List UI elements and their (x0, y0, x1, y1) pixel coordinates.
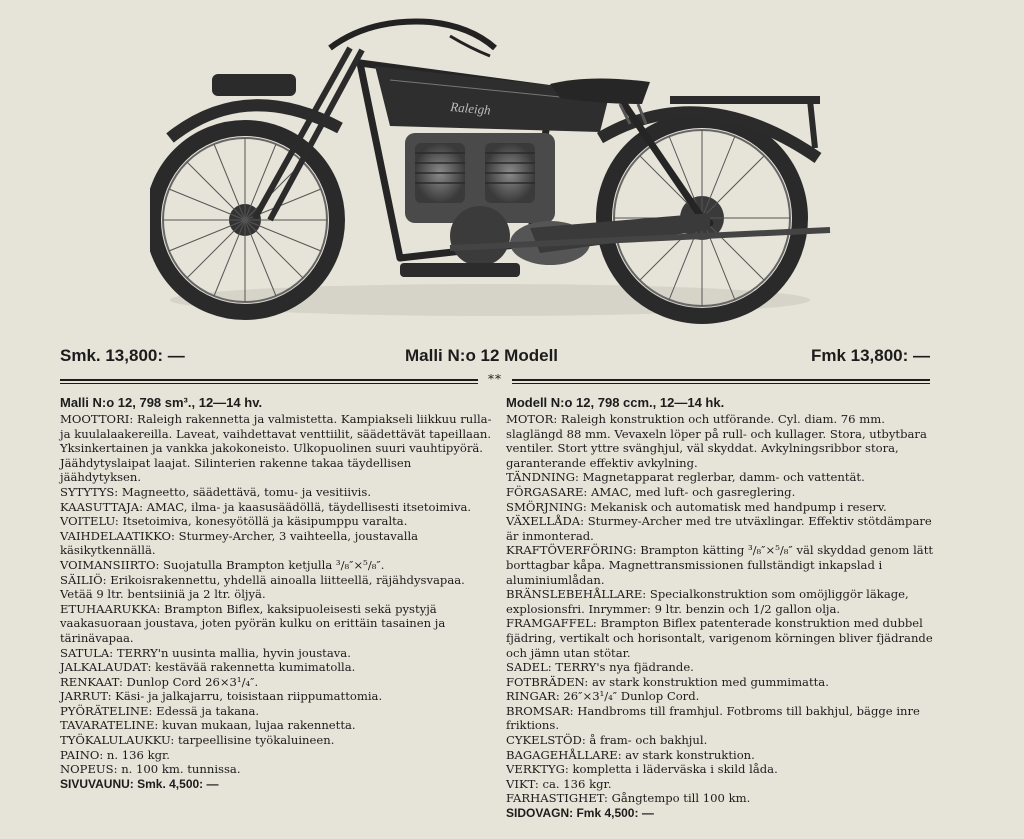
spec-item: TYÖKALULAUKKU: tarpeellisine työkaluineen. (60, 733, 335, 748)
sidecar-price: SIDOVAGN: Fmk 4,500: — (506, 806, 654, 821)
spec-item: FOTBRÄDEN: av stark konstruktion med gummimatta. (506, 674, 829, 689)
finnish-heading: Malli N:o 12, 798 sm³., 12—14 hv. (60, 395, 263, 410)
spec-item: MOTOR: Raleigh konstruktion och utförande. Cyl. diam. 76 mm. slaglängd 88 mm. Vevaxeln löper på rull- och kullager. Stora, utbytbara ventiler. Stort yttre svänghjul, väl skyddat. Avkylningsribbor stora, garanterande effektiv avkylning. (506, 412, 927, 470)
spec-item: KRAFTÖVERFÖRING: Brampton kätting ³/₈″×⁵/₈″ väl skyddad genom lätt borttagbar kåpa. Magnettransmissionen fullständigt inkapslad i aluminiumlådan. (506, 543, 934, 587)
spec-item: BRÄNSLEBEHÅLLARE: Specialkonstruktion som omöjliggör läkage, explosionsfri. Inrymmer: 9 ltr. benzin och 1/2 gallon olja. (506, 587, 909, 616)
spec-item: MOOTTORI: Raleigh rakennetta ja valmistetta. Kampiakseli liikkuu rulla- ja kuulalaakereilla. Laveat, vaihdettavat venttiilit, säädettävät tapeillaan. Yksinkertainen ja vankka jakokoneisto. Ulkopuolinen suuri vauhtipyörä. Jäähdytyslaipat laajat. Silinterien rakenne takaa täydellisen jäähdytyksen. (60, 412, 492, 485)
spec-item: KAASUTTAJA: AMAC, ilma- ja kaasusäädöllä, täydellisesti itsetoimiva. (60, 499, 472, 514)
spec-item: VOIMANSIIRTO: Suojatulla Brampton ketjulla ³/₈″×⁵/₈″. (60, 557, 385, 572)
spec-item: BAGAGEHÅLLARE: av stark konstruktion. (506, 747, 755, 762)
spec-item: CYKELSTÖD: å fram- och bakhjul. (506, 733, 708, 748)
swedish-specifications (506, 394, 940, 821)
front-wheel (153, 128, 337, 312)
price-smk: Smk. 13,800: — (60, 346, 185, 365)
spec-item: SADEL: TERRY's nya fjädrande. (506, 660, 694, 675)
spec-item: VOITELU: Itsetoimiva, konesyötöllä ja käsipumppu varalta. (60, 514, 408, 529)
spec-item: NOPEUS: n. 100 km. tunnissa. (60, 762, 241, 777)
spec-item: SÄILIÖ: Erikoisrakennettu, yhdellä ainoalla liitteellä, räjähdysvapaa. Vetää 9 ltr. bentsiiniä ja 2 ltr. öljyä. (60, 572, 465, 602)
spec-item: BROMSAR: Handbroms till framhjul. Fotbroms till bakhjul, bägge inre friktions. (506, 703, 920, 733)
spec-item: FRAMGAFFEL: Brampton Biflex patenterade konstruktion med dubbel fjädring, vertikalt och horisontalt, varigenom körningen bliver fjädrande och jämn utan stötar. (506, 616, 933, 660)
double-rule-divider (60, 372, 930, 386)
spec-item: JARRUT: Käsi- ja jalkajarru, toisistaan riippumattomia. (60, 689, 383, 704)
motorcycle-photo (150, 8, 850, 330)
spec-item: TAVARATELINE: kuvan mukaan, lujaa rakennetta. (60, 718, 356, 733)
sidecar-price: SIVUVAUNU: Smk. 4,500: — (60, 776, 219, 791)
spec-item: RENKAAT: Dunlop Cord 26×3¹/₄″. (60, 674, 259, 689)
price-row (60, 346, 930, 368)
spec-item: SMÖRJNING: Mekanisk och automatisk med handpump i reserv. (506, 499, 887, 514)
spec-item: VAIHDELAATIKKO: Sturmey-Archer, 3 vaihteella, joustavalla käsikytkennällä. (60, 528, 419, 558)
tank-logo: Raleigh (449, 99, 492, 118)
model-title: Malli N:o 12 Modell (405, 346, 559, 365)
spec-item: FARHASTIGHET: Gångtempo till 100 km. (506, 791, 751, 806)
spec-item: PYÖRÄTELINE: Edessä ja takana. (60, 703, 260, 718)
spec-item: ETUHAARUKKA: Brampton Biflex, kaksipuoleisesti sekä pystyjä vaakasuoraan joustava, joten pyörän kulku on erittäin tasainen ja tärinävapaa. (60, 601, 446, 645)
divider-ornament: ** (478, 372, 512, 386)
spec-item: FÖRGASARE: AMAC, med luft- och gasreglering. (506, 484, 796, 499)
spec-item: VIKT: ca. 136 kgr. (506, 776, 612, 791)
spec-item: PAINO: n. 136 kgr. (60, 747, 170, 762)
price-fmk: Fmk 13,800: — (810, 346, 930, 365)
spec-item: TÄNDNING: Magnetapparat reglerbar, damm- och vattentät. (506, 470, 865, 485)
spec-item: SATULA: TERRY'n uusinta mallia, hyvin joustava. (60, 645, 351, 660)
finnish-specifications (60, 394, 492, 791)
swedish-heading: Modell N:o 12, 798 ccm., 12—14 hk. (506, 395, 725, 410)
spec-item: JALKALAUDAT: kestävää rakennetta kumimatolla. (60, 660, 356, 675)
spec-item: RINGAR: 26″×3¹/₄″ Dunlop Cord. (506, 689, 700, 704)
spec-item: VÄXELLÅDA: Sturmey-Archer med tre utväxlingar. Effektiv stötdämpare är inmonterad. (506, 514, 932, 543)
spec-item: SYTYTYS: Magneetto, säädettävä, tomu- ja vesitiivis. (60, 484, 372, 499)
spec-item: VERKTYG: kompletta i läderväska i skild låda. (506, 762, 778, 777)
